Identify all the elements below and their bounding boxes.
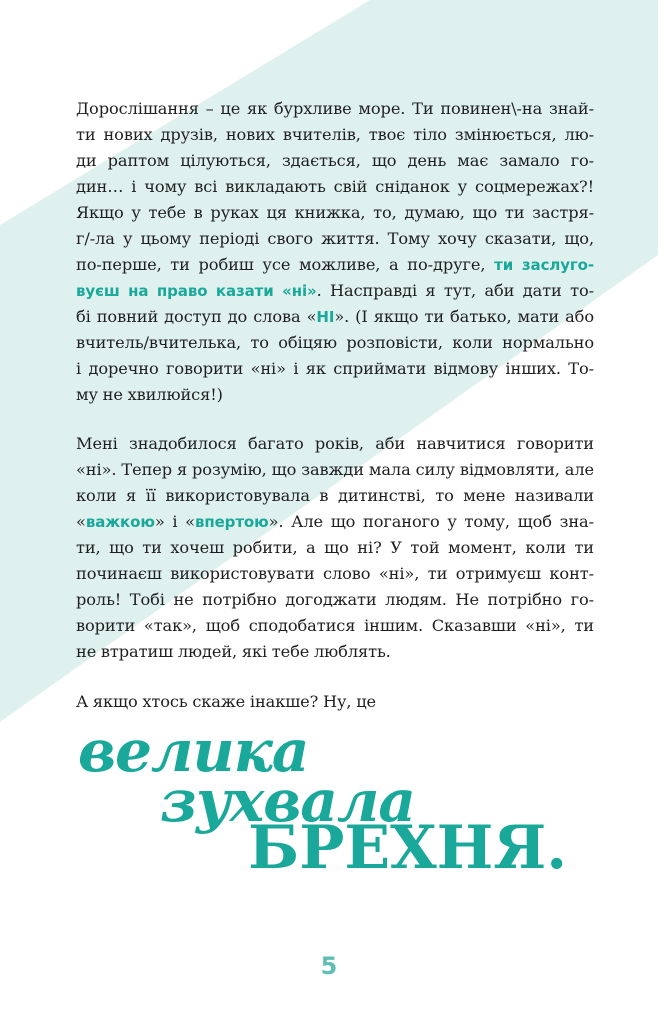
text-line — [76, 509, 594, 535]
text-segment: » і « — [154, 512, 195, 531]
text-line: ди раптом цілуються, здається, що день має замало го- — [76, 151, 594, 170]
text-line: г/-ла у цьому періоді свого життя. Тому хочу сказати, що, — [76, 229, 594, 248]
text-line: ти нових друзів, нових вчителів, твоє тіло змінюється, лю- — [76, 125, 594, 144]
page-number: 5 — [320, 952, 338, 980]
text-line: і доречно говорити «ні» і як сприймати відмову інших. То- — [76, 359, 594, 378]
highlight-text: ти заслуго- — [494, 256, 594, 274]
text-line: «ні». Тепер я розумію, що завжди мала силу відмовляти, але — [76, 460, 594, 479]
paragraph-intro — [76, 96, 594, 408]
text-segment: по-перше, ти робиш усе можливе, а по-друге, — [76, 255, 495, 274]
text-line: роль! Тобі не потрібно догоджати людям. Не потрібно го- — [76, 590, 594, 609]
paragraph-lead-in — [76, 689, 594, 715]
text-line: Дорослішання – це як бурхливе море. Ти повинен\-на знай- — [76, 99, 594, 118]
big-text-line-2: зухвала — [160, 767, 415, 835]
text-segment: бі повний доступ до слова « — [76, 307, 317, 326]
text-line: ти, що ти хочеш робити, а що ні? У той момент, коли ти — [76, 538, 594, 557]
text-line — [76, 252, 594, 278]
text-line: Якщо у тебе в руках ця книжка, то, думаю, що ти застря- — [76, 203, 594, 222]
text-line: му не хвилюйся!) — [76, 385, 223, 404]
text-line: дин… і чому всі викладають свій сніданок у соцмережах?! — [76, 177, 594, 196]
text-segment: ». (І якщо ти батько, мати або — [334, 307, 594, 326]
text-line: коли я її використовувала в дитинстві, то мене називали — [76, 486, 594, 505]
text-segment: ». Але що поганого у тому, щоб зна- — [268, 512, 594, 531]
text-line: А якщо хтось скаже інакше? Ну, це — [76, 692, 376, 711]
text-line: починаєш використовувати слово «ні», ти отримуєш конт- — [76, 564, 594, 583]
highlight-text: впертою — [194, 513, 269, 531]
big-text-line-1: велика — [78, 717, 309, 785]
text-line — [76, 278, 594, 304]
text-segment: « — [76, 512, 86, 531]
text-line: ворити «так», щоб сподобатися іншим. Сказавши «ні», ти — [76, 616, 594, 635]
highlight-text: НІ — [316, 308, 335, 326]
text-line: не втратиш людей, які тебе люблять. — [76, 642, 391, 661]
big-text-line-3: БРЕХНЯ. — [248, 813, 568, 883]
text-segment: . Насправді я тут, аби дати то- — [316, 281, 594, 300]
text-line: Мені знадобилося багато років, аби навчитися говорити — [76, 434, 594, 453]
paragraph-saying-no — [76, 431, 594, 665]
text-line — [76, 304, 594, 330]
highlight-text: вуєш на право казати «ні» — [76, 282, 317, 300]
text-line: вчитель/вчителька, то обіцяю розповісти, коли нормально — [76, 333, 594, 352]
highlight-text: важкою — [85, 513, 155, 531]
